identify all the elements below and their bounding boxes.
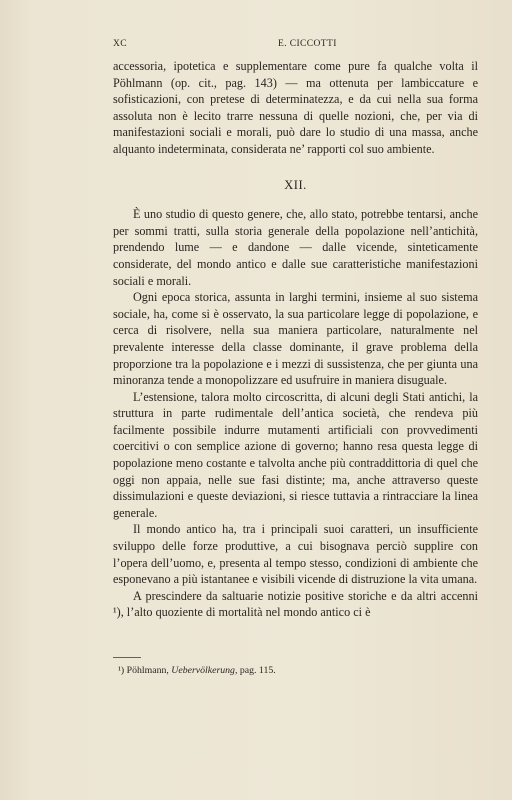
paragraph: L’estensione, talora molto circoscritta, di alcuni degli Stati antichi, la struttura in parte rudimentale dell’antica società, che rendeva più facilmente possibile indurre mutamenti artificiali con provvedimenti coercitivi o con semplice azione di governo; hanno resa questa legge di popolazione meno costante e talvolta anche più contraddittoria di quel che oggi non appaia, nelle sue fasi distinte; ma, anche attraverso queste dissimulazioni e queste deviazioni, si riesce tuttavia a rintracciare la linea generale. [113,389,478,520]
main-text [113,58,478,621]
footnote-author: Pöhlmann, [126,665,169,676]
paragraph: Il mondo antico ha, tra i principali suoi caratteri, un insufficiente sviluppo delle forze produttive, a cui bisognava perciò supplire con l’opera dell’uomo, e, presenta al tempo stesso, condizioni di ambiente che esponevano a più istantanee e visibili vicende di distruzione la vita umana. [113,522,478,587]
running-title: E. CICCOTTI [278,39,337,49]
paragraph: A prescindere da saltuarie notizie positive storiche e da altri accenni ¹), l’alto quoziente di mortalità nel mondo antico ci è [113,588,478,620]
footnote-page: pag. 115. [239,665,276,676]
paragraph-continued: accessoria, ipotetica e supplementare come pure fa qualche volta il Pöhlmann (op. cit., pag. 143) — ma ottenuta per lambiccature e sofisticazioni, con pretese di determinatezza, e da cui nella sua forma assoluta non è lecito trarre nessuna di quelle nozioni, che, per via di manifestazioni sociali e morali, può dare lo studio di una massa, anche alquanto indeterminata, considerata ne’ rapporti col suo ambiente. [113,59,478,156]
footnote-title: Uebervölkerung, [171,665,238,676]
footnote-marker: ¹) [118,665,125,676]
section-title: XII. [284,177,307,192]
footnote-divider [113,657,141,658]
paragraph: Ogni epoca storica, assunta in larghi termini, insieme al suo sistema sociale, ha, come si è osservato, la sua particolare legge di popolazione, e cerca di risolvere, nella sua maniera particolare, naturalmente nel prevalente interesse della classe dominante, il grave problema della proporzione tra la popolazione e i mezzi di sussistenza, che per giunta una minoranza tende a monopolizzare ed usufruire in maniera disuguale. [113,290,478,388]
paragraph: È uno studio di questo genere, che, allo stato, potrebbe tentarsi, anche per sommi tratti, sulla storia generale della popolazione nell’antichità, prendendo lume — e dandone — dalle vicende, sinteticamente considerate, del mondo antico e dalle sue caratteristiche manifestazioni sociali e morali. [113,207,478,288]
page-number: XC [113,39,127,49]
footnote [118,665,478,676]
